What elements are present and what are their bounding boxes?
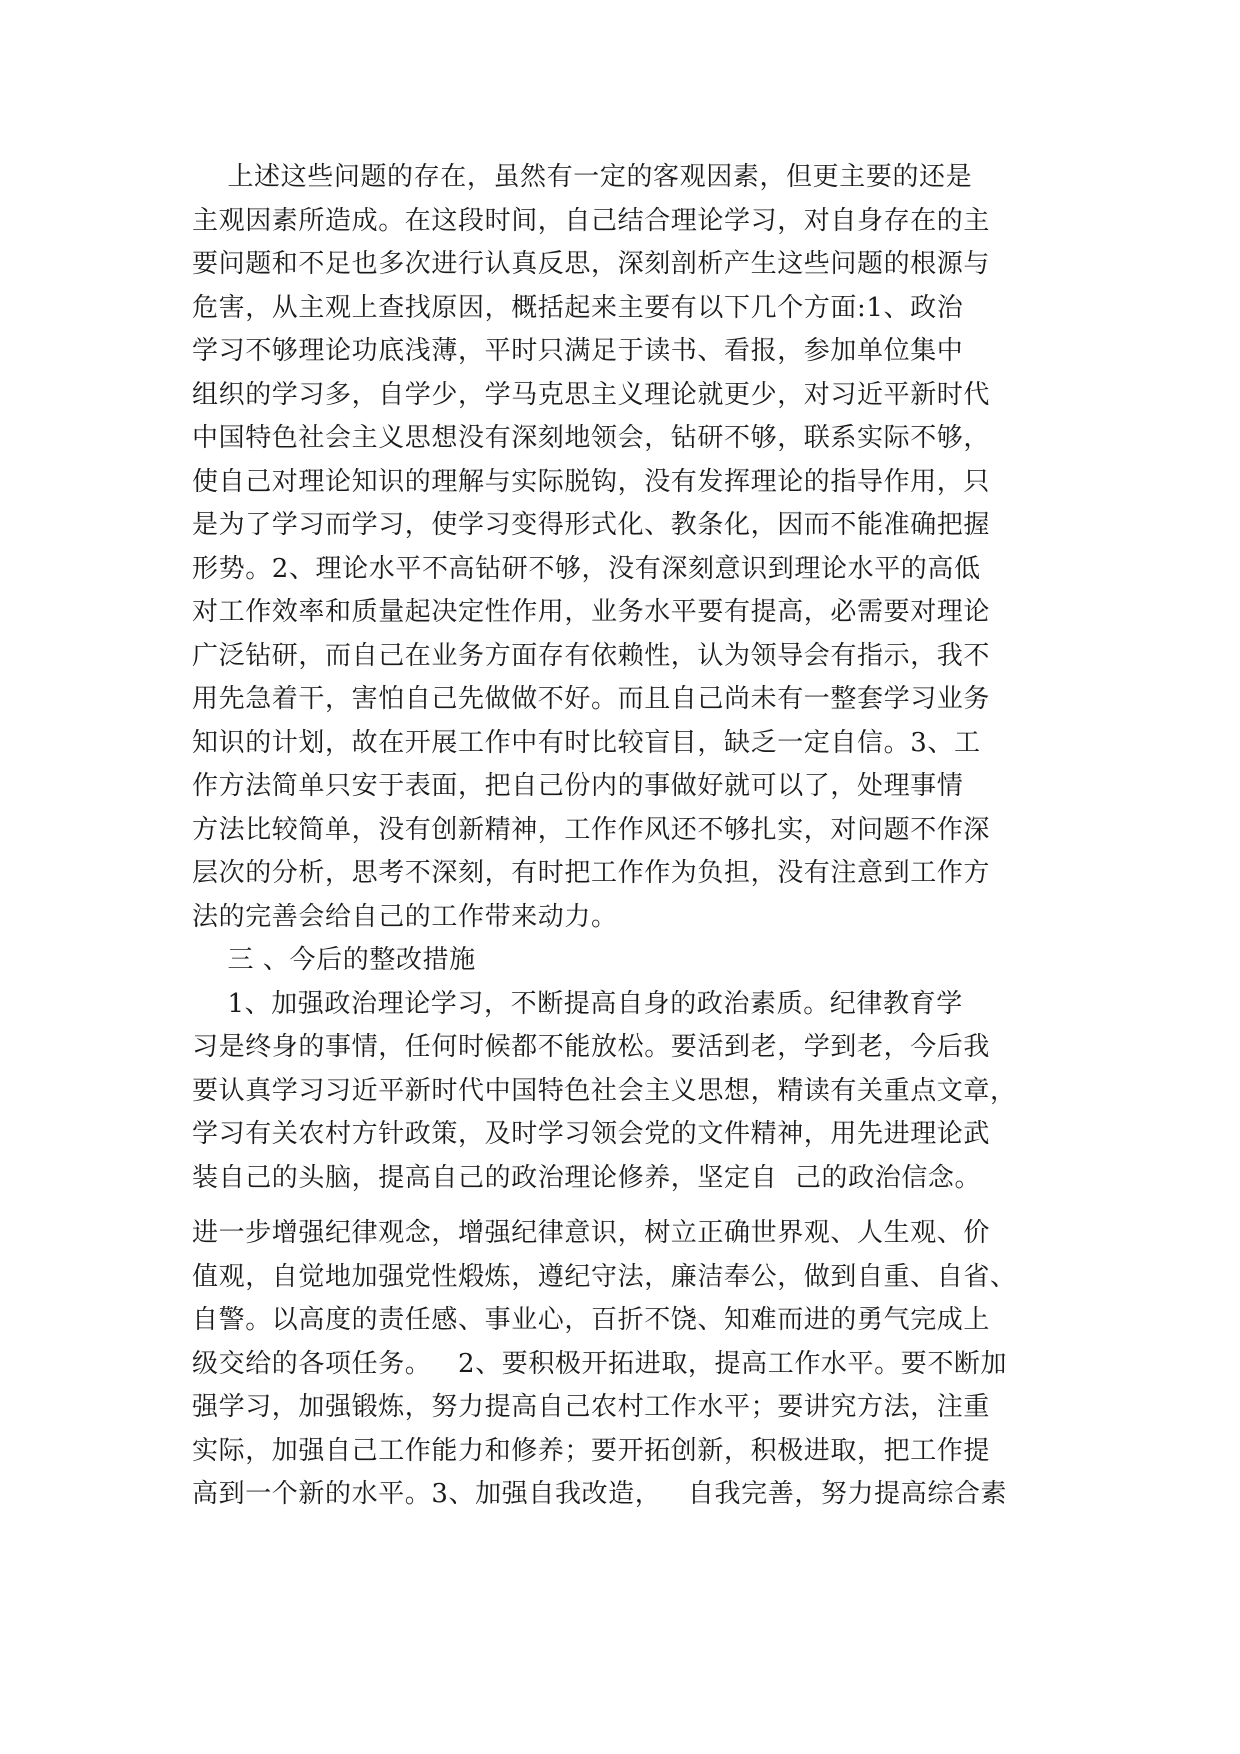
paragraph-gap xyxy=(192,1200,1044,1212)
text-line: 进一步增强纪律观念，增强纪律意识，树立正确世界观、人生观、价 xyxy=(192,1218,991,1248)
text-line: 作方法简单只安于表面，把自己份内的事做好就可以了，处理事情 xyxy=(192,771,964,801)
section-heading-rectification: 三 、今后的整改措施 xyxy=(192,945,476,975)
text-line: 高到一个新的水平。3、加强自我改造， 自我完善，努力提高综合素 xyxy=(192,1479,1008,1509)
text-line: 上述这些问题的存在，虽然有一定的客观因素，但更主要的还是 xyxy=(192,162,973,192)
text-line: 习是终身的事情，任何时候都不能放松。要活到老，学到老，今后我 xyxy=(192,1032,991,1062)
text-line: 主观因素所造成。在这段时间，自己结合理论学习，对自身存在的主 xyxy=(192,205,991,236)
text-line: 使自己对理论知识的理解与实际脱钩，没有发挥理论的指导作用，只 xyxy=(192,466,991,497)
text-line: 是为了学习而学习，使学习变得形式化、教条化，因而不能准确把握 xyxy=(192,510,991,540)
text-line: 形势。2、理论水平不高钻研不够，没有深刻意识到理论水平的高低 xyxy=(192,553,981,584)
text-line: 实际，加强自己工作能力和修养；要开拓创新，积极进取，把工作提 xyxy=(192,1435,991,1466)
text-line: 知识的计划，故在开展工作中有时比较盲目，缺乏一定自信。3、工 xyxy=(192,727,981,758)
text-line: 要问题和不足也多次进行认真反思，深刻剖析产生这些问题的根源与 xyxy=(192,249,991,279)
text-line: 广泛钻研，而自己在业务方面存有依赖性，认为领导会有指示，我不 xyxy=(192,640,991,671)
text-line: 对工作效率和质量起决定性作用，业务水平要有提高，必需要对理论 xyxy=(192,597,991,627)
text-line: 法的完善会给自己的工作带来动力。 xyxy=(192,901,618,932)
text-line: 自警。以高度的责任感、事业心，百折不饶、知难而进的勇气完成上 xyxy=(192,1305,991,1335)
text-line: 级交给的各项任务。 2、要积极开拓进取，提高工作水平。要不断加 xyxy=(192,1348,1008,1379)
text-line: 要认真学习习近平新时代中国特色社会主义思想，精读有关重点文章， xyxy=(192,1075,1017,1106)
text-line: 学习有关农村方针政策，及时学习领会党的文件精神，用先进理论武 xyxy=(192,1119,991,1149)
paragraph-cause-analysis xyxy=(192,156,1044,939)
text-line: 组织的学习多，自学少，学马克思主义理论就更少，对习近平新时代 xyxy=(192,379,991,410)
text-line: 方法比较简单，没有创新精神，工作作风还不够扎实，对问题不作深 xyxy=(192,814,991,845)
text-line: 值观，自觉地加强党性煅炼，遵纪守法，廉洁奉公，做到自重、自省、 xyxy=(192,1261,1017,1292)
text-line: 强学习，加强锻炼，努力提高自己农村工作水平；要讲究方法，注重 xyxy=(192,1392,991,1422)
paragraph-political-study xyxy=(192,983,1044,1201)
text-line: 1、加强政治理论学习，不断提高自身的政治素质。纪律教育学 xyxy=(192,988,963,1019)
text-line: 层次的分析，思考不深刻，有时把工作作为负担，没有注意到工作方 xyxy=(192,858,991,888)
text-line: 装自己的头脑，提高自己的政治理论修养，坚定自 己的政治信念。 xyxy=(192,1162,982,1193)
document-page xyxy=(192,156,1044,1517)
text-line: 用先急着干，害怕自己先做做不好。而且自己尚未有一整套学习业务 xyxy=(192,684,991,714)
text-line: 中国特色社会主义思想没有深刻地领会，钻研不够，联系实际不够， xyxy=(192,423,991,453)
text-line: 危害，从主观上查找原因，概括起来主要有以下几个方面:1、政治 xyxy=(192,292,964,323)
text-line: 学习不够理论功底浅薄，平时只满足于读书、看报，参加单位集中 xyxy=(192,336,964,366)
paragraph-discipline xyxy=(192,1212,1044,1517)
